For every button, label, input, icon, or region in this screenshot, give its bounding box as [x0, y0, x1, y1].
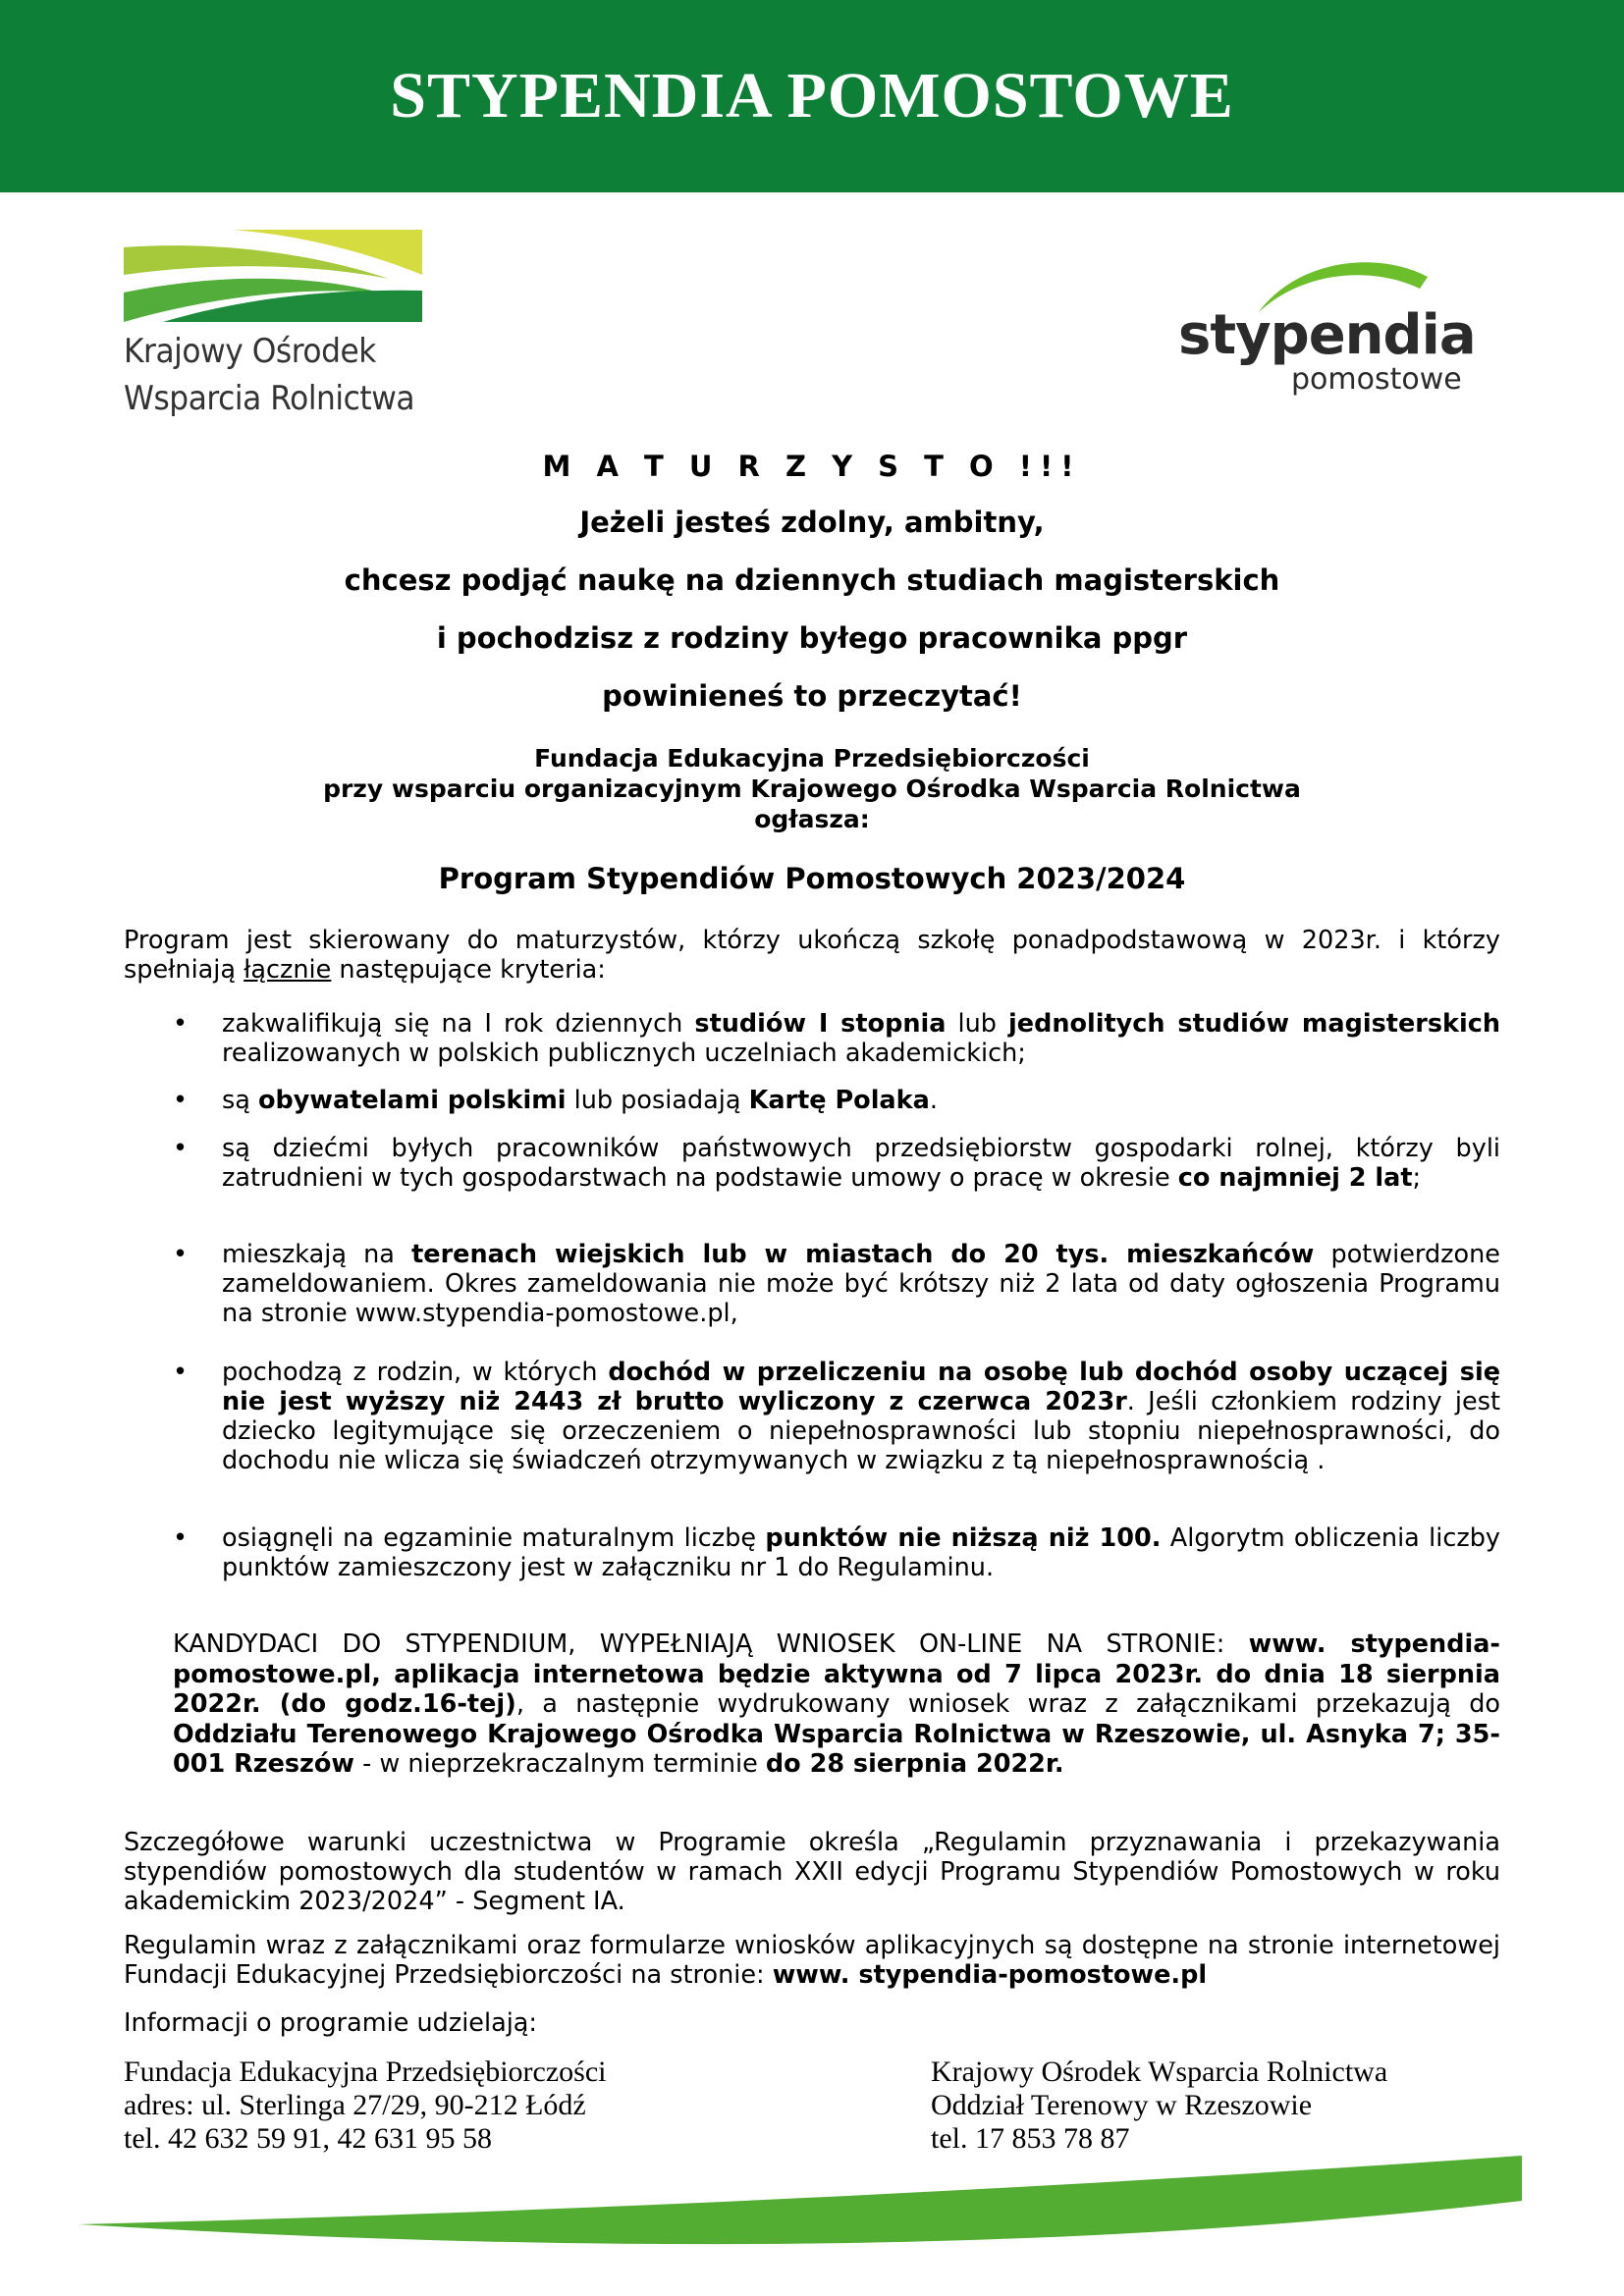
bold-text: obywatelami polskimi — [258, 1086, 567, 1115]
bold-text: studiów I stopnia — [694, 1009, 947, 1039]
availability-paragraph — [124, 1931, 1500, 1990]
criteria-item — [124, 1523, 1500, 1582]
text: Algorytm obliczenia liczby punktów zamieszczony jest w załączniku nr 1 do Regulaminu. — [222, 1523, 1500, 1582]
headline-maturzysto: M A T U R Z Y S T O !!! — [542, 450, 1082, 483]
intro-underlined: łącznie — [244, 955, 332, 985]
criteria-item — [124, 1009, 1500, 1068]
text: . Jeśli członkiem rodziny jest dziecko legitymujące się orzeczeniem o niepełnosprawności lub stopniu niepełnosprawności, do dochodu nie wlicza się świadczeń otrzymywanych w związku z tą niepełnosprawnością . — [222, 1387, 1500, 1475]
text: zakwalifikują się na I rok dziennych — [222, 1009, 695, 1039]
stypendia-logo-sub: pomostowe — [1291, 362, 1462, 397]
intro-text: Program jest skierowany do maturzystów, którzy ukończą szkołę ponadpodstawową w 2023r. i którzy spełniają — [124, 926, 1500, 985]
kowr-logo-line2: Wsparcia Rolnictwa — [124, 379, 415, 418]
bullet-icon: • — [173, 1358, 189, 1387]
criteria-item — [124, 1358, 1500, 1475]
green-swoosh-icon — [79, 2156, 1522, 2254]
text: są — [222, 1086, 259, 1115]
intro-text-after: następujące kryteria: — [331, 955, 606, 985]
bullet-icon: • — [173, 1009, 189, 1039]
bold-text: www. stypendia-pomostowe.pl, aplikacja internetowa będzie aktywna od 7 lipca 2023r. do dnia 18 sierpnia 2022r. (do godz.16-tej) — [173, 1629, 1500, 1719]
stypendia-pomostowe-logo — [1178, 253, 1483, 410]
criteria-text — [222, 1009, 1500, 1068]
criteria-item — [124, 1240, 1500, 1328]
text: pochodzą z rodzin, w których — [222, 1358, 609, 1387]
program-title: Program Stypendiów Pomostowych 2023/2024 — [438, 862, 1186, 895]
bold-text: co najmniej 2 lat — [1177, 1163, 1413, 1193]
kowr-logo-text — [124, 328, 414, 422]
contact-address: adres: ul. Sterlinga 27/29, 90-212 Łódź — [124, 2089, 586, 2121]
text: KANDYDACI DO STYPENDIUM, WYPEŁNIAJĄ WNIOSEK ON-LINE NA STRONIE: — [173, 1629, 1249, 1659]
criteria-item — [124, 1086, 1500, 1115]
text: lub — [946, 1009, 1009, 1039]
contact-address: Oddział Terenowy w Rzeszowie — [931, 2089, 1313, 2121]
announcement-line1: Fundacja Edukacyjna Przedsiębiorczości — [534, 744, 1090, 773]
criteria-text — [222, 1134, 1500, 1193]
website-link[interactable]: www. stypendia-pomostowe.pl — [772, 1960, 1208, 1990]
availability-text: Regulamin wraz z załącznikami oraz formularze wniosków aplikacyjnych są dostępne na stronie internetowej Fundacji Edukacyjnej Przedsiębiorczości na stronie: — [124, 1931, 1500, 1990]
bullet-icon: • — [173, 1240, 189, 1269]
kowr-logo — [124, 228, 428, 424]
bullet-icon: • — [173, 1523, 189, 1553]
criteria-list — [124, 1009, 1500, 1068]
text: realizowanych w polskich publicznych uczelniach akademickich; — [222, 1039, 1026, 1068]
criteria-text — [222, 1086, 938, 1115]
announcement-line2: przy wsparciu organizacyjnym Krajowego Ośrodka Wsparcia Rolnictwa — [323, 774, 1301, 803]
criteria-list — [124, 1358, 1500, 1475]
text: ; — [1412, 1163, 1422, 1193]
text: . — [929, 1086, 938, 1115]
regulations-paragraph: Szczegółowe warunki uczestnictwa w Programie określa „Regulamin przyznawania i przekazywania stypendiów pomostowych dla studentów w ramach XXII edycji Programu Stypendiów Pomostowych w roku akademickim 2023/2024” - Segment IA. — [124, 1828, 1500, 1916]
contact-name: Krajowy Ośrodek Wsparcia Rolnictwa — [931, 2056, 1388, 2088]
candidates-paragraph — [173, 1629, 1500, 1780]
text: są dziećmi byłych pracowników państwowych przedsiębiorstw gospodarki rolnej, którzy byli zatrudnieni w tych gospodarstwach na podstawie umowy o pracę w okresie — [222, 1134, 1500, 1193]
kowr-logo-line1: Krajowy Ośrodek — [124, 332, 376, 371]
announcement — [0, 743, 1624, 834]
candidates-text — [173, 1629, 1500, 1779]
page-title: STYPENDIA POMOSTOWE — [390, 60, 1234, 132]
intro-paragraph — [124, 926, 1500, 985]
criteria-list — [124, 1134, 1500, 1193]
criteria-text — [222, 1240, 1500, 1328]
info-label: Informacji o programie udzielają: — [124, 2008, 538, 2038]
bold-text: terenach wiejskich lub w miastach do 20 tys. mieszkańców — [411, 1240, 1315, 1269]
headline-line2: Jeżeli jesteś zdolny, ambitny, — [579, 506, 1045, 539]
bold-text: do 28 sierpnia 2022r. — [765, 1749, 1064, 1779]
stypendia-logo-main: stypendia — [1178, 303, 1476, 367]
bold-text: Kartę Polaka — [748, 1086, 930, 1115]
contact-phone: tel. 17 853 78 87 — [931, 2122, 1130, 2155]
contact-fep — [124, 2056, 606, 2156]
bold-text: dochód w przeliczeniu na osobę lub dochód osoby uczącej się nie jest wyższy niż 2443 zł brutto wyliczony z czerwca 2023r — [222, 1358, 1500, 1416]
bold-text: jednolitych studiów magisterskich — [1008, 1009, 1501, 1039]
contact-name: Fundacja Edukacyjna Przedsiębiorczości — [124, 2056, 607, 2088]
bullet-icon: • — [173, 1134, 189, 1163]
contact-kowr — [931, 2056, 1387, 2156]
criteria-text — [222, 1358, 1500, 1475]
contact-phone: tel. 42 632 59 91, 42 631 95 58 — [124, 2122, 492, 2155]
bold-text: Oddziału Terenowego Krajowego Ośrodka Wsparcia Rolnictwa w Rzeszowie, ul. Asnyka 7; 35-001 Rzeszów — [173, 1719, 1500, 1779]
text: osiągnęli na egzaminie maturalnym liczbę — [222, 1523, 766, 1553]
headline-line3: chcesz podjąć naukę na dziennych studiach magisterskich — [344, 563, 1280, 597]
text: potwierdzone zameldowaniem. Okres zameldowania nie może być krótszy niż 2 lata od daty ogłoszenia Programu na stronie www.stypendia-pomostowe.pl, — [222, 1240, 1500, 1328]
criteria-list — [124, 1240, 1500, 1328]
header-banner — [0, 0, 1624, 192]
green-hills-logo-icon — [124, 228, 428, 326]
headline-line4: i pochodzisz z rodziny byłego pracownika ppgr — [436, 621, 1188, 655]
criteria-list — [124, 1086, 1500, 1115]
bold-text: punktów nie niższą niż 100. — [765, 1523, 1162, 1553]
criteria-item — [124, 1134, 1500, 1193]
criteria-list — [124, 1523, 1500, 1582]
headline-line5: powinieneś to przeczytać! — [602, 679, 1022, 713]
criteria-text — [222, 1523, 1500, 1582]
text: mieszkają na — [222, 1240, 412, 1269]
text: - w nieprzekraczalnym terminie — [353, 1749, 766, 1779]
text: lub posiadają — [566, 1086, 749, 1115]
bullet-icon: • — [173, 1086, 189, 1115]
announcement-line3: ogłasza: — [754, 805, 870, 833]
text: , a następnie wydrukowany wniosek wraz z załącznikami przekazują do — [515, 1689, 1500, 1719]
